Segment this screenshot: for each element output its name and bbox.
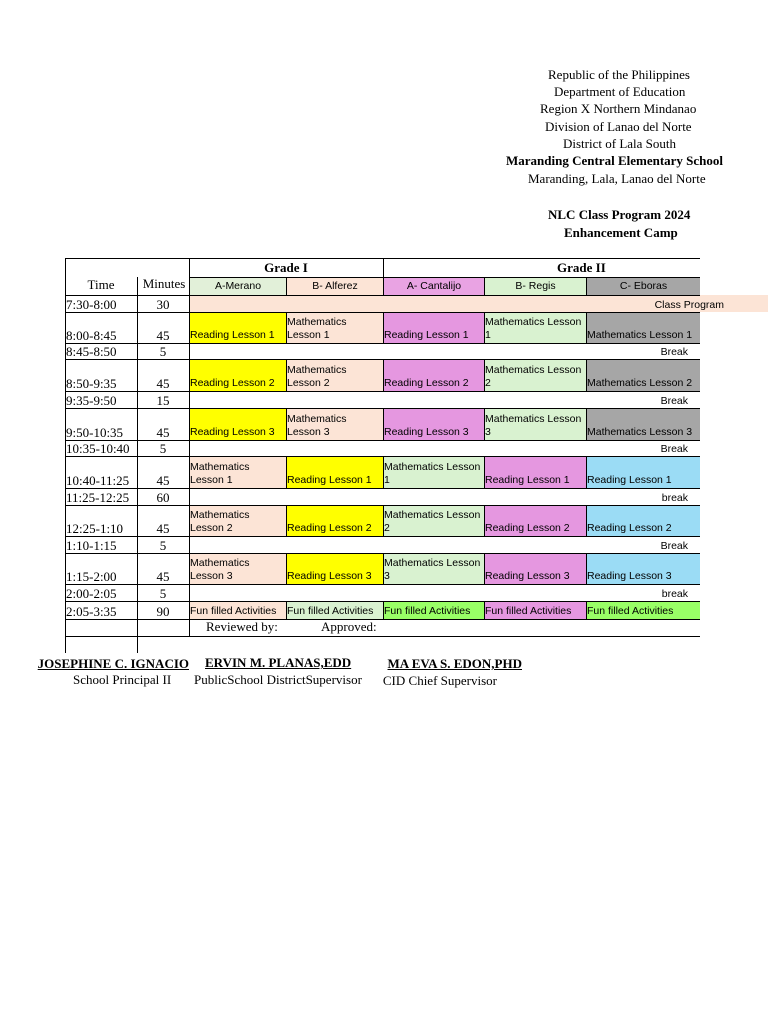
header-school: Maranding Central Elementary School: [506, 153, 724, 168]
grid-line: [484, 359, 485, 391]
grid-line: [65, 343, 700, 344]
lesson-cell: Reading Lesson 2: [383, 359, 484, 391]
lesson-cell: Reading Lesson 3: [189, 408, 286, 440]
lesson-cell: Mathematics Lesson 1: [189, 456, 286, 488]
lesson-cell: Mathematics Lesson 2: [383, 505, 484, 536]
time-cell: 8:45-8:50: [66, 344, 117, 359]
signatory-3-name-clip: [381, 655, 522, 673]
minutes-cell: 5: [159, 344, 167, 359]
lesson-cell: Fun filled Activities: [383, 601, 484, 619]
lesson-cell: Reading Lesson 1: [586, 456, 700, 488]
grid-line: [484, 277, 485, 295]
lesson-cell: Mathematics Lesson 1: [586, 312, 700, 343]
grid-line: [484, 312, 485, 343]
grid-line: [484, 601, 485, 619]
grid-line: [65, 536, 700, 537]
grid-line: [383, 456, 384, 488]
lesson-cell: Mathematics Lesson 3: [189, 553, 286, 584]
header-region: Region X Northern Mindanao: [540, 101, 697, 116]
lesson-cell: Reading Lesson 2: [586, 505, 700, 536]
grid-line: [484, 408, 485, 440]
time-header: Time: [87, 277, 115, 292]
minutes-cell: 45: [156, 328, 170, 343]
grid-line: [65, 619, 700, 620]
lesson-cell: Mathematics Lesson 3: [286, 408, 383, 440]
grid-line: [383, 408, 384, 440]
lesson-cell: Mathematics Lesson 2: [586, 359, 700, 391]
time-cell: 2:05-3:35: [66, 604, 117, 619]
time-cell: 9:35-9:50: [66, 393, 117, 408]
merged-break-cell: Break: [660, 443, 688, 455]
signatory-3-role: CID Chief Supervisor: [382, 673, 497, 688]
signatory-1-name-clip: [37, 655, 189, 673]
grid-line: [586, 359, 587, 391]
program-subtitle: Enhancement Camp: [564, 225, 678, 240]
grid-line: [383, 505, 384, 536]
time-cell: 2:00-2:05: [66, 586, 117, 601]
lesson-cell: Reading Lesson 1: [286, 456, 383, 488]
lesson-cell: Mathematics Lesson 2: [484, 359, 586, 391]
grid-line: [586, 505, 587, 536]
grid-line: [586, 408, 587, 440]
grade-2-header: Grade II: [557, 259, 606, 275]
lesson-cell: Mathematics Lesson 1: [286, 312, 383, 343]
minutes-cell: 5: [159, 441, 167, 456]
lesson-cell: Mathematics Lesson 2: [189, 505, 286, 536]
time-cell: 10:40-11:25: [66, 473, 130, 488]
time-cell: 12:25-1:10: [66, 521, 124, 536]
grid-line: [286, 408, 287, 440]
merged-break-cell: break: [661, 588, 688, 600]
minutes-cell: 30: [156, 297, 170, 312]
grid-line: [586, 277, 587, 295]
grid-line: [65, 391, 700, 392]
section-header-4: B- Regis: [484, 277, 586, 295]
signatory-1-role: School Principal II: [73, 672, 172, 687]
grid-line: [586, 312, 587, 343]
time-cell: 9:50-10:35: [66, 425, 124, 440]
header-republic: Republic of the Philippines: [548, 67, 690, 82]
signatory-2-role: PublicSchool DistrictSupervisor: [194, 672, 362, 687]
grid-line: [484, 553, 485, 584]
header-district: District of Lala South: [563, 136, 677, 151]
lesson-cell: Fun filled Activities: [286, 601, 383, 619]
grid-line: [137, 277, 138, 653]
lesson-cell: Mathematics Lesson 2: [286, 359, 383, 391]
lesson-cell: Mathematics Lesson 1: [383, 456, 484, 488]
signatory-3-role-clip: [381, 672, 497, 690]
grid-line: [286, 277, 287, 295]
time-cell: 7:30-8:00: [66, 297, 117, 312]
minutes-cell: 60: [156, 490, 170, 505]
grid-line: [586, 601, 587, 619]
lesson-cell: Reading Lesson 2: [484, 505, 586, 536]
grid-line: [383, 553, 384, 584]
grid-line: [586, 553, 587, 584]
minutes-cell: 45: [156, 425, 170, 440]
grid-line: [383, 277, 384, 295]
time-cell: 11:25-12:25: [66, 490, 130, 505]
merged-break-cell: Class Program: [189, 295, 768, 312]
lesson-cell: Reading Lesson 3: [484, 553, 586, 584]
grid-line: [65, 488, 700, 489]
grid-line: [586, 456, 587, 488]
header-address: Maranding, Lala, Lanao del Norte: [528, 171, 706, 186]
merged-break-cell: Break: [660, 540, 688, 552]
lesson-cell: Reading Lesson 1: [189, 312, 286, 343]
lesson-cell: Reading Lesson 2: [189, 359, 286, 391]
grid-line: [383, 601, 384, 619]
lesson-cell: Mathematics Lesson 1: [484, 312, 586, 343]
grid-line: [286, 312, 287, 343]
lesson-cell: Reading Lesson 3: [383, 408, 484, 440]
grid-line: [65, 258, 66, 653]
minutes-cell: 15: [156, 393, 170, 408]
grid-line: [65, 440, 700, 441]
section-header-1: A-Merano: [189, 277, 286, 295]
grid-line: [286, 553, 287, 584]
minutes-cell: 45: [156, 376, 170, 391]
lesson-cell: Reading Lesson 1: [383, 312, 484, 343]
lesson-cell: Fun filled Activities: [484, 601, 586, 619]
section-header-5: C- Eboras: [586, 277, 700, 295]
grid-line: [286, 601, 287, 619]
time-cell: 10:35-10:40: [66, 441, 130, 456]
minutes-cell: 45: [156, 473, 170, 488]
grid-line: [484, 456, 485, 488]
grade-1-header: Grade I: [264, 259, 308, 275]
minutes-cell: 45: [156, 569, 170, 584]
signatory-3-name: MA EVA S. EDON,PHD: [387, 656, 522, 671]
minutes-cell: 90: [156, 604, 170, 619]
lesson-cell: Fun filled Activities: [586, 601, 700, 619]
header-department: Department of Education: [554, 84, 686, 99]
grid-line: [65, 636, 700, 637]
lesson-cell: Fun filled Activities: [189, 601, 286, 619]
grid-line: [189, 258, 190, 636]
grid-line: [484, 505, 485, 536]
lesson-cell: Mathematics Lesson 3: [484, 408, 586, 440]
minutes-cell: 45: [156, 521, 170, 536]
minutes-cell: 5: [159, 586, 167, 601]
section-header-3: A- Cantalijo: [383, 277, 484, 295]
grid-line: [286, 456, 287, 488]
header-division: Division of Lanao del Norte: [545, 119, 692, 134]
grid-line: [65, 295, 700, 296]
minutes-header: Minutes: [142, 276, 186, 291]
signatory-2-name: ERVIN M. PLANAS,EDD: [205, 655, 352, 670]
grid-line: [383, 312, 384, 343]
reviewed-by-label: Reviewed by:: [206, 619, 278, 634]
merged-break-cell: Break: [660, 346, 688, 358]
grid-line: [189, 277, 700, 278]
grid-line: [286, 505, 287, 536]
time-cell: 8:00-8:45: [66, 328, 117, 343]
section-header-2: B- Alferez: [286, 277, 383, 295]
lesson-cell: Mathematics Lesson 3: [586, 408, 700, 440]
time-cell: 1:10-1:15: [66, 538, 117, 553]
lesson-cell: Mathematics Lesson 3: [383, 553, 484, 584]
merged-break-cell: break: [661, 492, 688, 504]
grid-line: [65, 584, 700, 585]
grid-line: [286, 359, 287, 391]
lesson-cell: Reading Lesson 3: [586, 553, 700, 584]
signatory-1-name: JOSEPHINE C. IGNACIO: [37, 656, 189, 671]
time-cell: 1:15-2:00: [66, 569, 117, 584]
lesson-cell: Reading Lesson 1: [484, 456, 586, 488]
grid-line: [383, 359, 384, 391]
lesson-cell: Reading Lesson 3: [286, 553, 383, 584]
time-cell: 8:50-9:35: [66, 376, 117, 391]
lesson-cell: Reading Lesson 2: [286, 505, 383, 536]
minutes-cell: 5: [159, 538, 167, 553]
merged-break-cell: Break: [660, 395, 688, 407]
approved-label: Approved:: [321, 619, 377, 634]
program-title: NLC Class Program 2024: [548, 207, 691, 222]
